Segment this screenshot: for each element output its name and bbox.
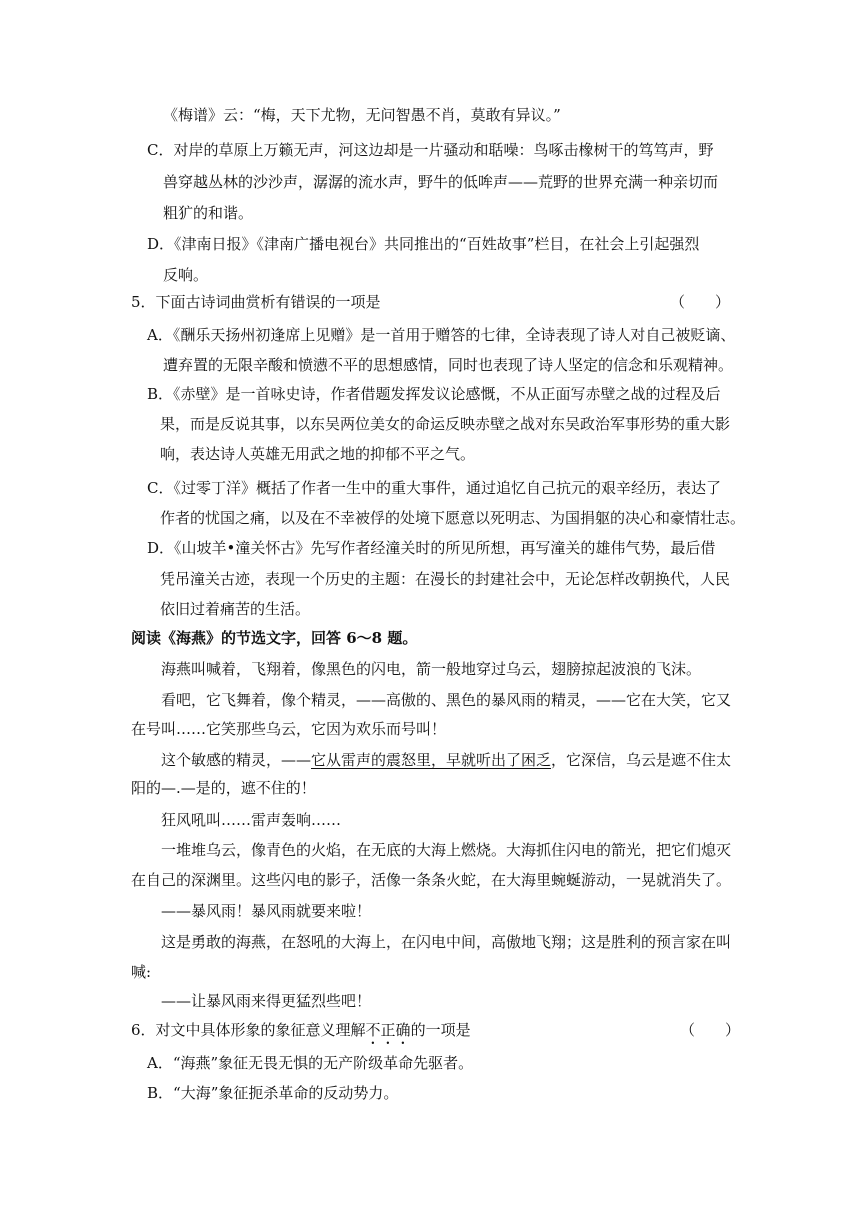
passage-p3-tail: ，它深信，乌云是遮不住太	[551, 751, 732, 769]
q5-option-c-line2: 作者的忧国之痛，以及在不幸被俘的处境下愿意以死明志、为国捐躯的决心和豪情壮志。	[160, 509, 746, 527]
q5-option-b-line3: 响，表达诗人英雄无用武之地的抑郁不平之气。	[160, 445, 476, 463]
q4-option-c-line2: 兽穿越丛林的沙沙声，潺潺的流水声，野牛的低哞声——荒野的世界充满一种亲切而	[163, 173, 719, 191]
q5-option-b-line1: B．《赤壁》是一首咏史诗，作者借题发挥发议论感慨，不从正面写赤壁之战的过程及后	[147, 385, 721, 403]
passage-underlined-sentence: 它从雷声的震怒里，早就听出了困乏	[311, 751, 552, 769]
q4-option-d-line2: 反响。	[163, 266, 209, 284]
q4-option-d-line1: D．《津南日报》《津南广播电视台》共同推出的“百姓故事”栏目，在社会上引起强烈	[147, 235, 700, 253]
passage-paragraph-2-line1: 看吧，它飞舞着，像个精灵，——高傲的、黑色的暴风雨的精灵，——它在大笑，它又	[161, 691, 732, 709]
q6-stem-tail: 的一项是	[410, 1021, 471, 1039]
q4-option-b-tail: 《梅谱》云：“梅，天下尤物，无问智愚不肖，莫敢有异议。”	[163, 106, 561, 124]
reading-heading: 阅读《海燕》的节选文字，回答 6～8 题。	[131, 629, 418, 647]
passage-paragraph-5-line1: 一堆堆乌云，像青色的火焰，在无底的大海上燃烧。大海抓住闪电的箭光，把它们熄灭	[161, 841, 732, 859]
q5-option-a-line2: 遭弃置的无限辛酸和愤懑不平的思想感情，同时也表现了诗人坚定的信念和乐观精神。	[163, 356, 734, 374]
q6-stem-lead: 6．对文中具体形象的象征意义理解	[131, 1021, 366, 1039]
q6-emphasized-word: 不正确	[365, 1021, 411, 1039]
q5-option-d-line2: 凭吊潼关古迹，表现一个历史的主题：在漫长的封建社会中，无论怎样改朝换代，人民	[160, 570, 731, 588]
passage-paragraph-5-line2: 在自己的深渊里。这些闪电的影子，活像一条条火蛇，在大海里蜿蜒游动，一晃就消失了。	[131, 871, 732, 889]
passage-paragraph-1: 海燕叫喊着，飞翔着，像黑色的闪电，箭一般地穿过乌云，翅膀掠起波浪的飞沫。	[161, 660, 702, 678]
passage-paragraph-8: ——让暴风雨来得更猛烈些吧！	[161, 992, 372, 1010]
q5-option-a-line1: A．《酬乐天扬州初逢席上见赠》是一首用于赠答的七律，全诗表现了诗人对自己被贬谪、	[147, 326, 736, 344]
passage-paragraph-6: ——暴风雨！暴风雨就要来啦！	[161, 902, 372, 920]
q5-stem: 5．下面古诗词曲赏析有错误的一项是	[131, 293, 381, 311]
q6-option-b: B．“大海”象征扼杀革命的反动势力。	[147, 1084, 399, 1102]
q5-option-b-line2: 果，而是反说其事，以东吴两位美女的命运反映赤壁之战对东吴政治军事形势的重大影	[160, 415, 731, 433]
passage-paragraph-7-line2: 喊:	[131, 963, 152, 981]
q4-option-c-line3: 粗犷的和谐。	[163, 204, 254, 222]
passage-paragraph-3-line2: 阳的—.—是的，遮不住的！	[131, 779, 316, 797]
passage-paragraph-3-line1	[161, 750, 731, 770]
q5-option-d-line3: 依旧过着痛苦的生活。	[160, 600, 311, 618]
q6-stem	[131, 1020, 471, 1048]
q4-option-c-line1: C．对岸的草原上万籁无声，河这边却是一片骚动和聒噪：鸟啄击橡树干的笃笃声，野	[147, 141, 714, 159]
passage-paragraph-4: 狂风吼叫……雷声轰响……	[161, 811, 342, 829]
q6-option-a: A．“海燕”象征无畏无惧的无产阶级革命先驱者。	[147, 1054, 474, 1072]
passage-paragraph-7-line1: 这是勇敢的海燕，在怒吼的大海上，在闪电中间，高傲地飞翔；这是胜利的预言家在叫	[161, 933, 732, 951]
q5-option-c-line1: C．《过零丁洋》概括了作者一生中的重大事件，通过追忆自己抗元的艰辛经历，表达了	[147, 479, 721, 497]
q6-answer-bracket: （ ）	[680, 1021, 741, 1039]
passage-paragraph-2-line2: 在号叫……它笑那些乌云，它因为欢乐而号叫！	[131, 720, 447, 738]
passage-p3-lead: 这个敏感的精灵，——	[161, 751, 312, 769]
q5-answer-bracket: （ ）	[670, 293, 731, 311]
q5-option-d-line1: D．《山坡羊•潼关怀古》先写作者经潼关时的所见所想，再写潼关的雄伟气势，最后借	[147, 539, 716, 557]
